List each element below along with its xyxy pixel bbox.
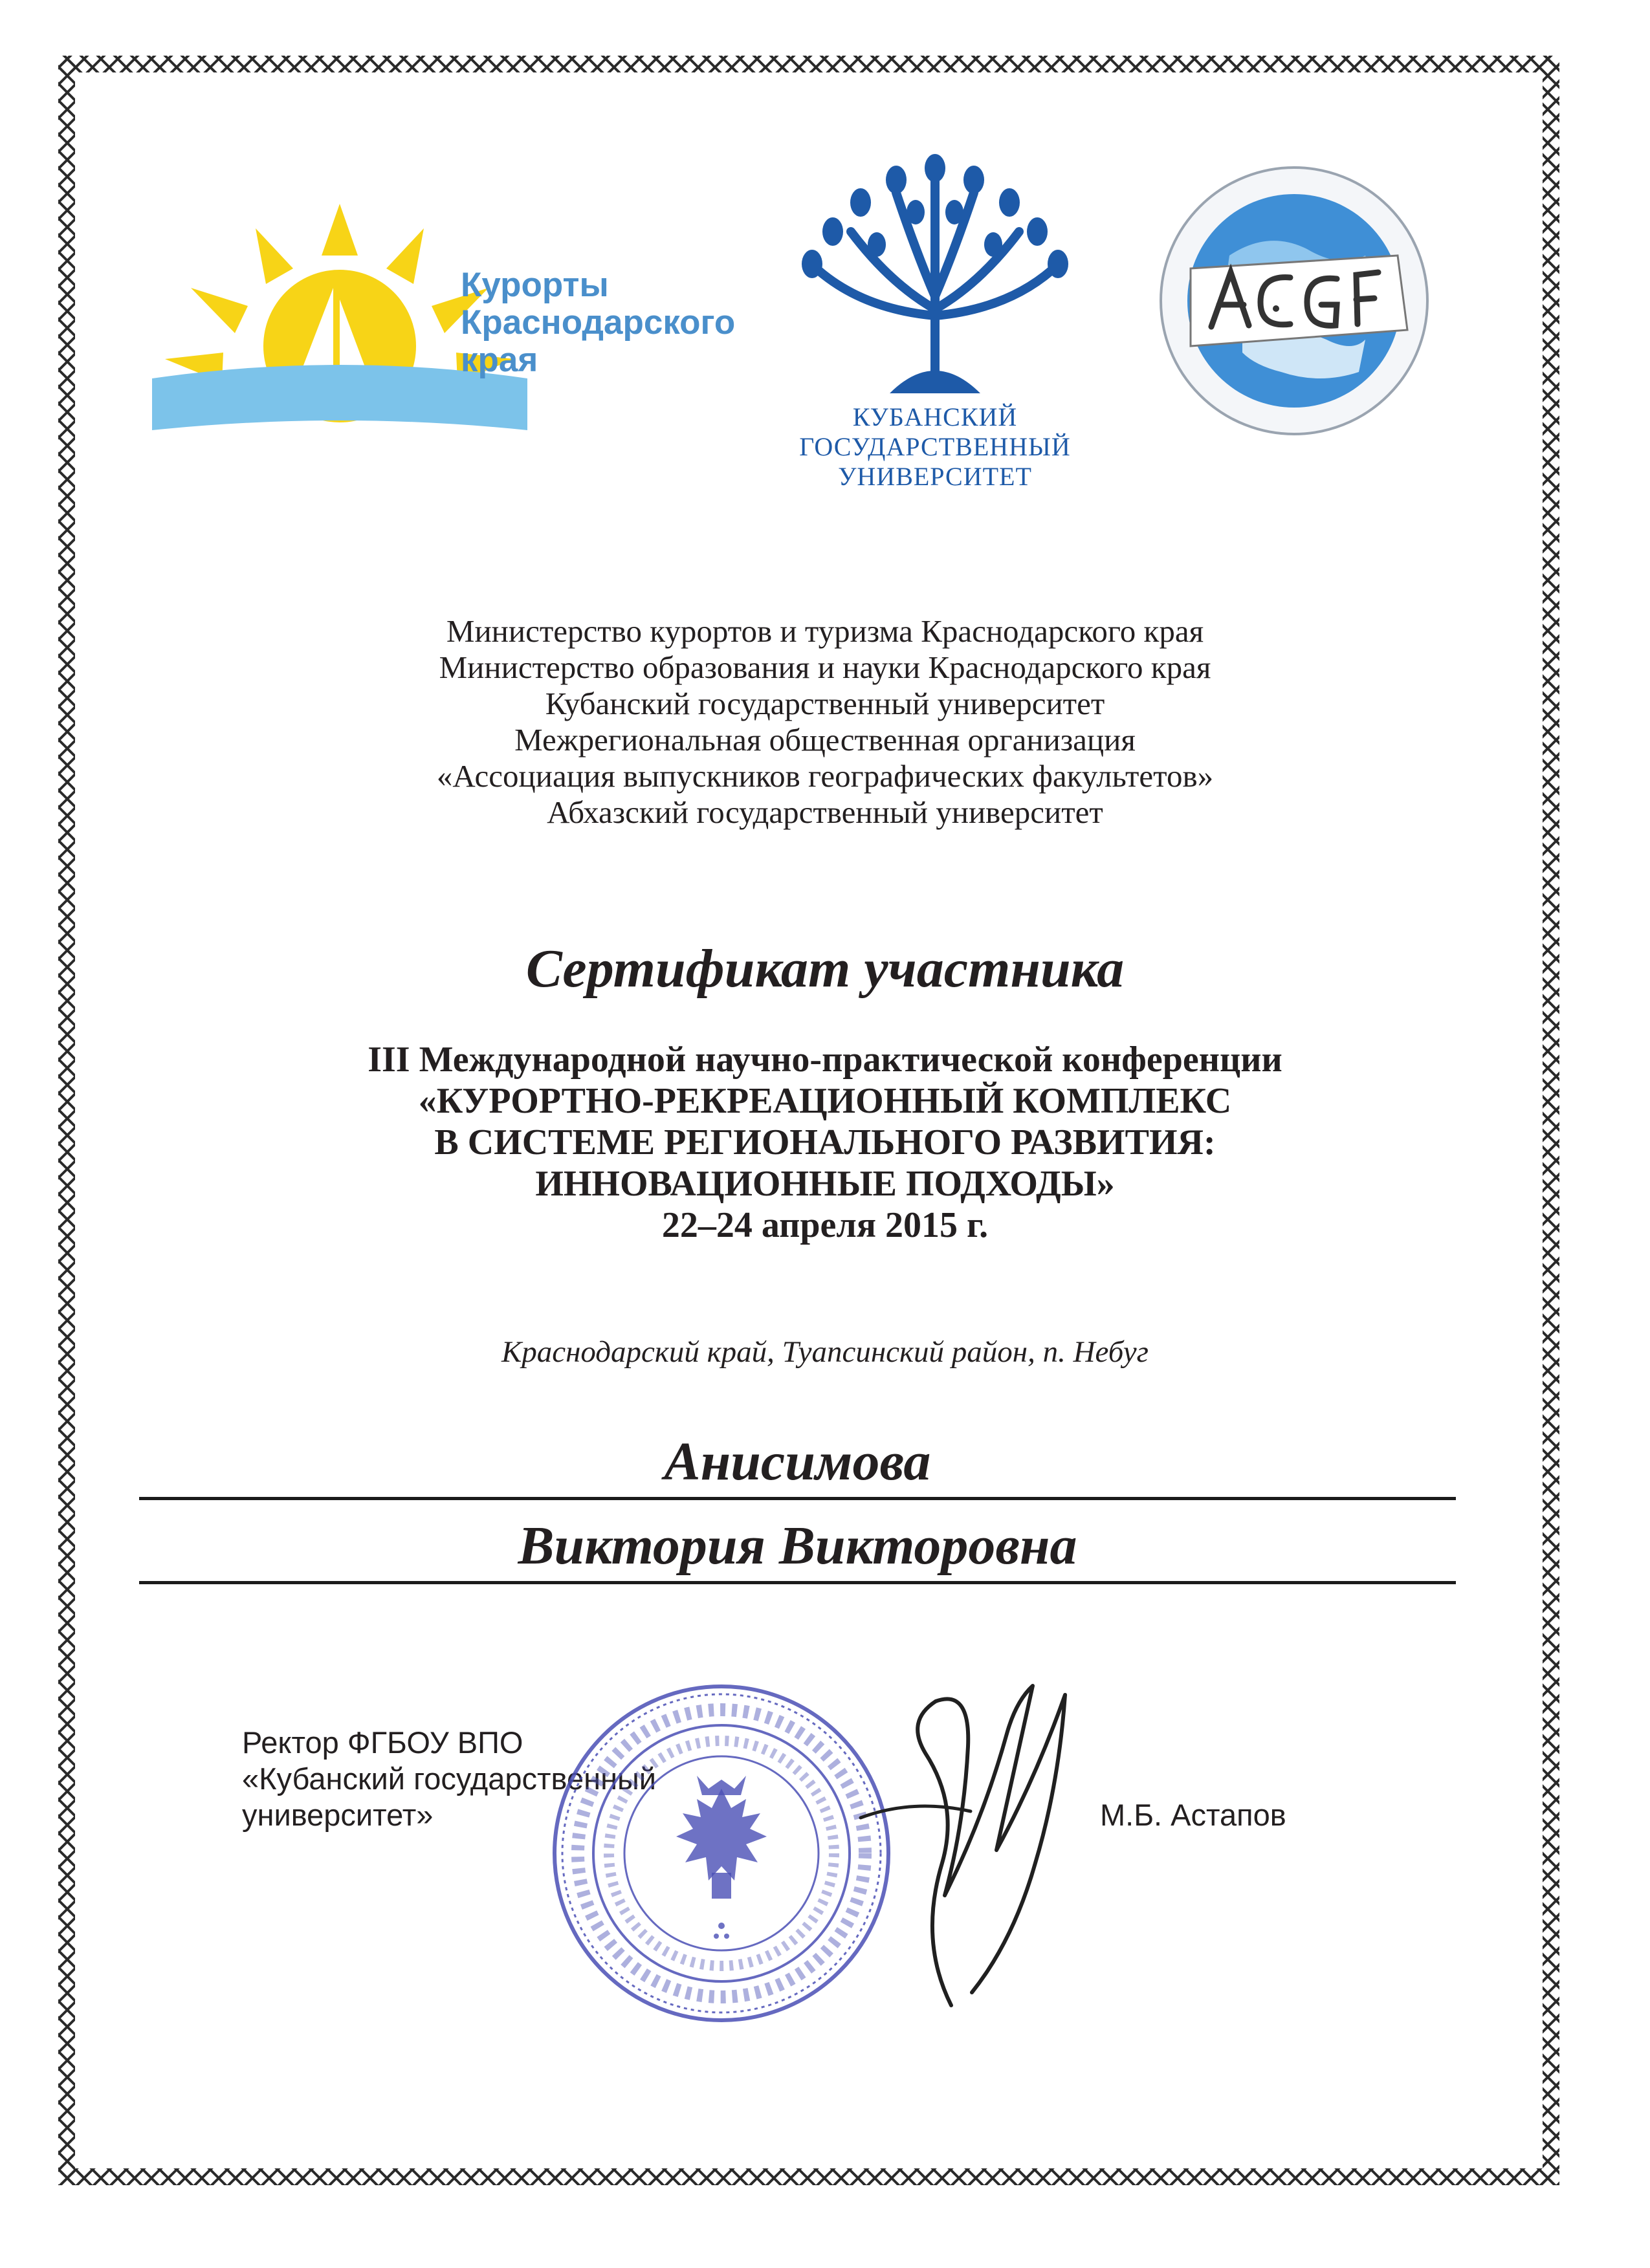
organizer-line: Абхазский государственный университет bbox=[547, 794, 1103, 830]
participant-surname: Анисимова bbox=[664, 1432, 931, 1492]
signer-position-line: университет» bbox=[242, 1798, 434, 1832]
handwritten-signature-icon bbox=[822, 1656, 1094, 2018]
certificate-title: Сертификат участника bbox=[525, 939, 1125, 999]
resorts-logo-line: Краснодарского bbox=[461, 303, 736, 342]
conference-place: Краснодарский край, Туапсинский район, п. Небуг bbox=[501, 1335, 1149, 1369]
kubsu-logo-line: КУБАНСКИЙ bbox=[852, 402, 1018, 431]
kubsu-logo-text bbox=[764, 402, 1106, 492]
resorts-logo-text bbox=[461, 267, 735, 379]
conference-info bbox=[0, 1039, 1650, 1246]
name-underline bbox=[139, 1581, 1456, 1584]
kubsu-logo-line: УНИВЕРСИТЕТ bbox=[838, 462, 1032, 491]
organizer-line: Министерство образования и науки Краснодарского края bbox=[439, 649, 1211, 685]
organizer-line: Министерство курортов и туризма Краснодарского края bbox=[446, 613, 1204, 649]
signatory-name: М.Б. Астапов bbox=[1100, 1798, 1286, 1832]
organizer-line: Кубанский государственный университет bbox=[545, 686, 1105, 721]
conference-line: ИННОВАЦИОННЫЕ ПОДХОДЫ» bbox=[535, 1164, 1115, 1204]
name-underline bbox=[139, 1497, 1456, 1500]
resorts-logo-line: Курорты bbox=[461, 266, 609, 304]
conference-dates: 22–24 апреля 2015 г. bbox=[661, 1205, 989, 1245]
organizer-line: «Ассоциация выпускников географических факультетов» bbox=[436, 758, 1214, 794]
tree-logo-icon bbox=[793, 154, 1077, 393]
conference-line: В СИСТЕМЕ РЕГИОНАЛЬНОГО РАЗВИТИЯ: bbox=[434, 1122, 1216, 1162]
signer-position-line: «Кубанский государственный bbox=[242, 1761, 657, 1796]
organizers-list bbox=[0, 613, 1650, 831]
conference-line: «КУРОРТНО-РЕКРЕАЦИОННЫЙ КОМПЛЕКС bbox=[418, 1081, 1232, 1121]
globe-logo-icon bbox=[1152, 158, 1436, 443]
signer-position-line: Ректор ФГБОУ ВПО bbox=[242, 1725, 523, 1760]
organizer-line: Межрегиональная общественная организация bbox=[514, 722, 1136, 758]
resorts-logo-line: края bbox=[461, 341, 538, 379]
participant-given-names: Виктория Викторовна bbox=[518, 1516, 1077, 1576]
kubsu-logo-line: ГОСУДАРСТВЕННЫЙ bbox=[799, 432, 1071, 461]
conference-line: III Международной научно-практической конференции bbox=[368, 1040, 1282, 1080]
